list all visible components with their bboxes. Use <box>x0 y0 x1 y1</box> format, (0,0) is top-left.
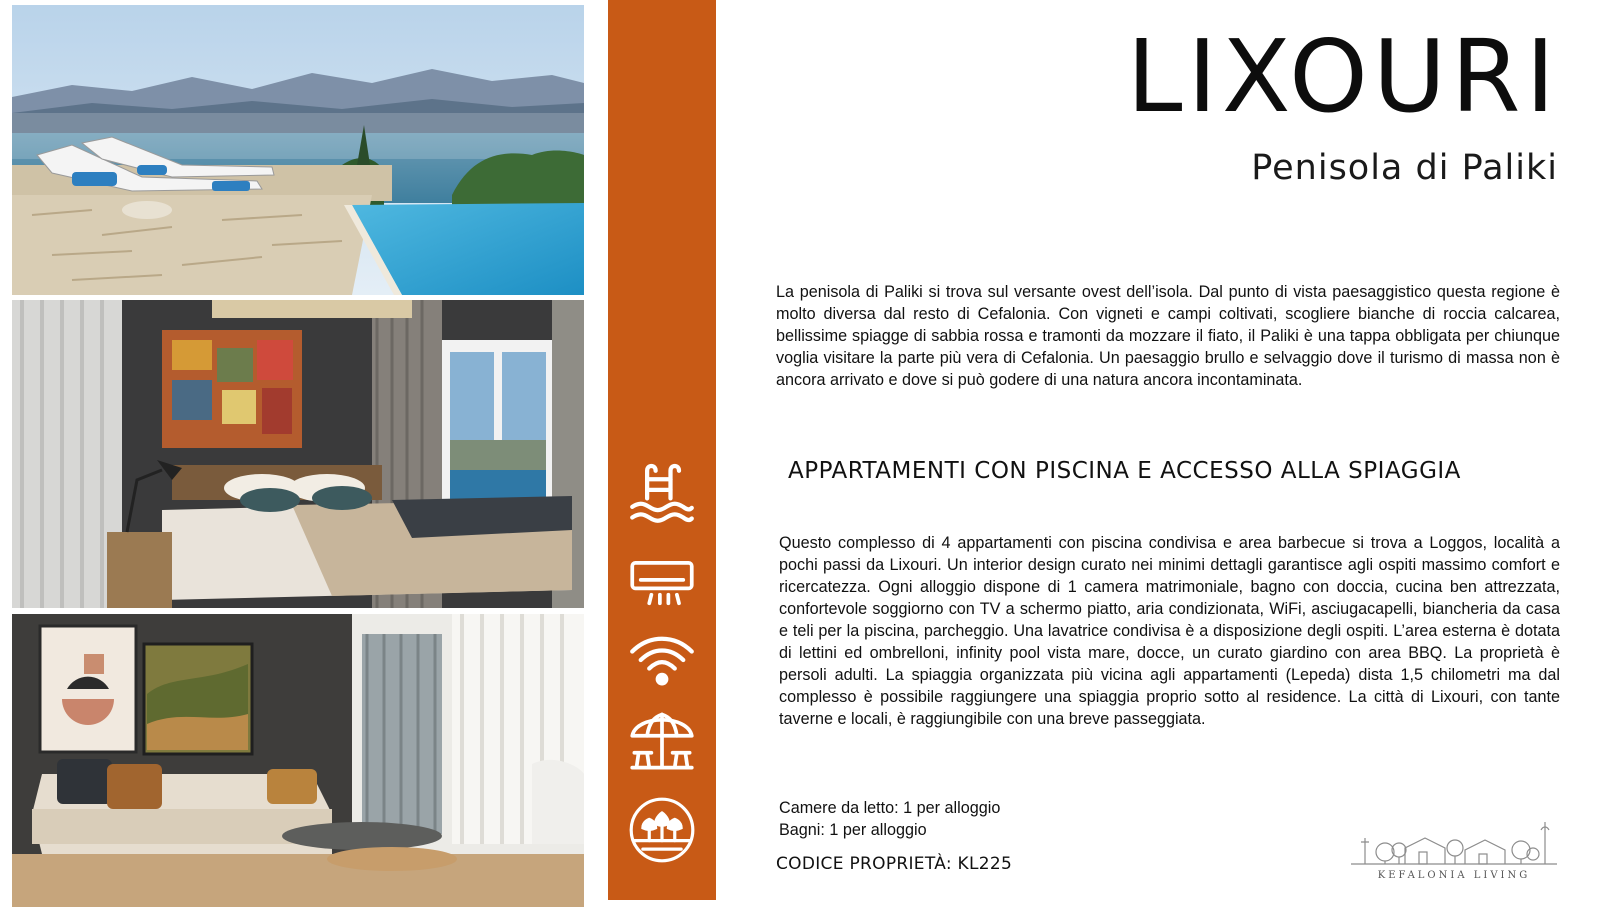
logo-text: KEFALONIA LIVING <box>1377 870 1531 881</box>
pool-icon <box>628 458 696 526</box>
air-conditioner-icon <box>628 548 696 616</box>
property-facts <box>779 797 1000 841</box>
page-subtitle: Penisola di Paliki <box>1251 148 1558 188</box>
photo-bedroom <box>12 300 584 608</box>
logo-illustration <box>1345 818 1563 870</box>
accent-band <box>608 0 716 900</box>
brand-logo <box>1345 818 1563 886</box>
garden-icon <box>628 796 696 864</box>
intro-paragraph: La penisola di Paliki si trova sul versante ovest dell’isola. Dal punto di vista paesaggistico questa regione è molto diversa dal resto di Cefalonia. Con vigneti e campi coltivati, scogliere bianche di roccia calcarea, bellissime spiagge di sabbia rossa e tramonti da mozzare il fiato, il Paliki è una tappa obbligata per chiunque voglia visitare la parte più vera di Cefalonia. Un paesaggio brullo e selvaggio dove il turismo di massa non è ancora arrivato e dove si può godere di una natura ancora incontaminata. <box>776 283 1560 389</box>
description-paragraph: Questo complesso di 4 appartamenti con piscina condivisa e area barbecue si trova a Loggos, località a pochi passi da Lixouri. Un interior design curato nei minimi dettagli garantisce agli ospiti massimo comfort e ricercatezza. Ogni alloggio dispone di 1 camera matrimoniale, bagno con doccia, cucina ben attrezzata, confortevole soggiorno con TV a schermo piatto, aria condizionata, WiFi, asciugacapelli, biancheria da casa e teli per la piscina, parcheggio. Una lavatrice condivisa è a disposizione degli ospiti. L’area esterna è dotata di lettini ed ombrelloni, infinity pool vista mare, docce, un curato giardino con area BBQ. La proprietà è persoli adulti. La spiaggia organizzata più vicina agli appartamenti (Lepeda) dista 1,5 chilometri ma dal complesso è possibile raggiungere una spiaggia proprio sotto al residence. La città di Lixouri, con tante taverne e locali, è raggiungibile con una breve passeggiata. <box>779 534 1560 728</box>
page-title: LIXOURI <box>1126 18 1560 135</box>
photo-pool-terrace <box>12 5 584 295</box>
section-heading: APPARTAMENTI CON PISCINA E ACCESSO ALLA SPIAGGIA <box>788 458 1461 484</box>
wifi-icon <box>628 626 696 694</box>
photo-living-room <box>12 614 584 907</box>
bathrooms-fact: Bagni: 1 per alloggio <box>779 821 927 839</box>
bedrooms-fact: Camere da letto: 1 per alloggio <box>779 799 1001 817</box>
property-code: CODICE PROPRIETÀ: KL225 <box>776 854 1013 874</box>
beach-umbrella-icon <box>628 706 696 774</box>
